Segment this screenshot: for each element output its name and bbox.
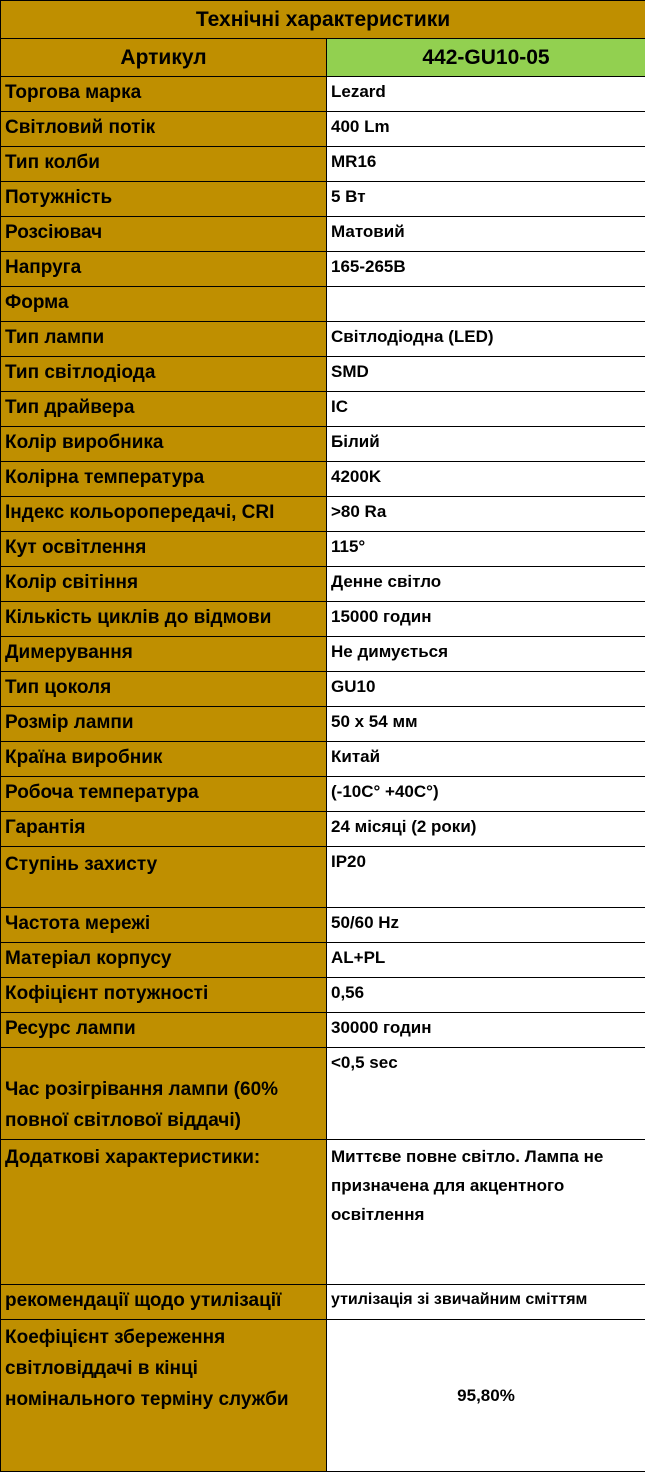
table-row xyxy=(1,217,645,252)
article-value: 442-GU10-05 xyxy=(327,39,645,77)
row-label: Тип драйвера xyxy=(1,392,327,427)
table-row xyxy=(1,672,645,707)
row-label: Колір виробника xyxy=(1,427,327,462)
table-row xyxy=(1,532,645,567)
row-label: Кут освітлення xyxy=(1,532,327,567)
row-label: Потужність xyxy=(1,182,327,217)
table-row xyxy=(1,908,645,943)
row-label: Торгова марка xyxy=(1,77,327,112)
table-row xyxy=(1,287,645,322)
row-value: 115° xyxy=(327,532,645,567)
row-value: 4200K xyxy=(327,462,645,497)
row-value: IC xyxy=(327,392,645,427)
row-value: Не димується xyxy=(327,637,645,672)
row-label: Ступінь захисту xyxy=(1,847,327,908)
table-row xyxy=(1,1285,645,1320)
row-value: 165-265В xyxy=(327,252,645,287)
row-value: 95,80% xyxy=(327,1320,645,1472)
table-row xyxy=(1,77,645,112)
row-label: Гарантія xyxy=(1,812,327,847)
table-row xyxy=(1,1320,645,1472)
table-row xyxy=(1,1048,645,1140)
row-value: Миттєве повне світло. Лампа не призначена для акцентного освітлення xyxy=(327,1140,645,1285)
row-label: Коефіцієнт збереження світловіддачі в кінці номінального терміну служби xyxy=(1,1320,327,1472)
row-value: (-10С° +40С°) xyxy=(327,777,645,812)
row-label: Додаткові характеристики: xyxy=(1,1140,327,1285)
row-value: 5 Вт xyxy=(327,182,645,217)
table-row xyxy=(1,1013,645,1048)
row-value: 50/60 Hz xyxy=(327,908,645,943)
table-row xyxy=(1,847,645,908)
row-label: Частота мережі xyxy=(1,908,327,943)
row-value: SMD xyxy=(327,357,645,392)
table-row xyxy=(1,707,645,742)
row-value: 400 Lm xyxy=(327,112,645,147)
row-value: Китай xyxy=(327,742,645,777)
row-value xyxy=(327,287,645,322)
row-label: Розмір лампи xyxy=(1,707,327,742)
table-row xyxy=(1,427,645,462)
row-value: Lezard xyxy=(327,77,645,112)
article-row xyxy=(1,39,645,77)
row-value: 50 х 54 мм xyxy=(327,707,645,742)
row-value: IP20 xyxy=(327,847,645,908)
table-row xyxy=(1,462,645,497)
row-label: Розсіювач xyxy=(1,217,327,252)
table-title: Технічні характеристики xyxy=(1,1,645,39)
row-label: Тип цоколя xyxy=(1,672,327,707)
table-row xyxy=(1,777,645,812)
row-value: 24 місяці (2 роки) xyxy=(327,812,645,847)
table-row xyxy=(1,812,645,847)
row-value: <0,5 sec xyxy=(327,1048,645,1140)
row-label: Матеріал корпусу xyxy=(1,943,327,978)
row-value: 15000 годин xyxy=(327,602,645,637)
table-row xyxy=(1,357,645,392)
row-label: Димерування xyxy=(1,637,327,672)
table-row xyxy=(1,147,645,182)
row-value: Матовий xyxy=(327,217,645,252)
row-label: Колір світіння xyxy=(1,567,327,602)
table-row xyxy=(1,567,645,602)
row-label: Тип колби xyxy=(1,147,327,182)
row-label: Індекс кольоропередачі, CRI xyxy=(1,497,327,532)
table-row xyxy=(1,497,645,532)
row-label: Країна виробник xyxy=(1,742,327,777)
row-value: 30000 годин xyxy=(327,1013,645,1048)
row-value: 0,56 xyxy=(327,978,645,1013)
row-label: рекомендації щодо утилізації xyxy=(1,1285,327,1320)
row-value: Світлодіодна (LED) xyxy=(327,322,645,357)
table-row xyxy=(1,112,645,147)
row-value: GU10 xyxy=(327,672,645,707)
table-row xyxy=(1,978,645,1013)
row-label: Напруга xyxy=(1,252,327,287)
row-value: Денне світло xyxy=(327,567,645,602)
table-row xyxy=(1,602,645,637)
row-value: >80 Ra xyxy=(327,497,645,532)
table-row xyxy=(1,943,645,978)
row-label: Тип світлодіода xyxy=(1,357,327,392)
row-label: Колірна температура xyxy=(1,462,327,497)
row-value: утилізація зі звичайним сміттям xyxy=(327,1285,645,1320)
table-row xyxy=(1,322,645,357)
table-row xyxy=(1,252,645,287)
row-label: Форма xyxy=(1,287,327,322)
row-label: Ресурс лампи xyxy=(1,1013,327,1048)
table-row xyxy=(1,392,645,427)
table-row xyxy=(1,182,645,217)
table-row xyxy=(1,1140,645,1285)
row-label: Кофіцієнт потужності xyxy=(1,978,327,1013)
article-label: Артикул xyxy=(1,39,327,77)
row-value: AL+PL xyxy=(327,943,645,978)
row-label: Світловий потік xyxy=(1,112,327,147)
row-value: Білий xyxy=(327,427,645,462)
row-label: Тип лампи xyxy=(1,322,327,357)
row-label: Робоча температура xyxy=(1,777,327,812)
row-label: Час розігрівання лампи (60% повної світлової віддачі) xyxy=(1,1048,327,1140)
table-row xyxy=(1,637,645,672)
row-label: Кількість циклів до відмови xyxy=(1,602,327,637)
title-row xyxy=(1,1,645,39)
row-value: MR16 xyxy=(327,147,645,182)
table-row xyxy=(1,742,645,777)
